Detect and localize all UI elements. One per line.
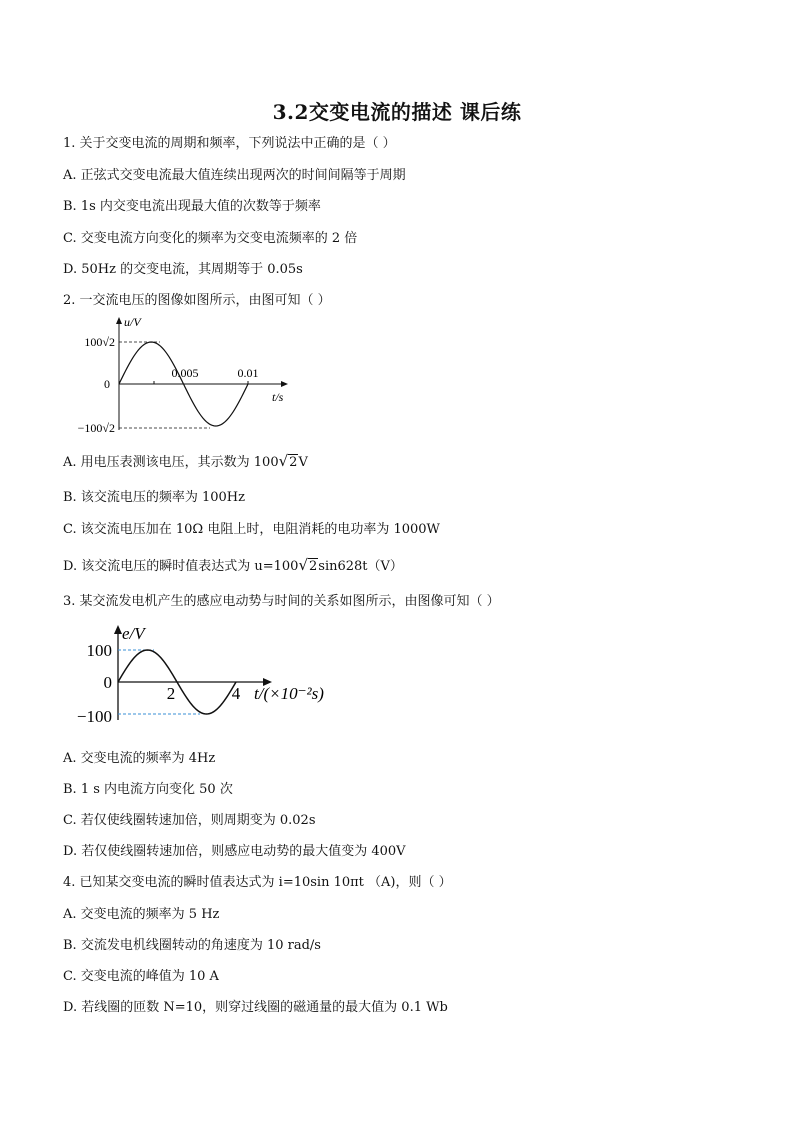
q2-option-d-expr: sin628t（V） <box>318 559 403 574</box>
q2-x-tick-2: 0.01 <box>237 366 259 380</box>
page-title: 3.2交变电流的描述 课后练 <box>272 100 522 124</box>
q2-y-max-label: 100√2 <box>84 335 115 349</box>
q2-x-tick-1: 0.005 <box>171 366 199 380</box>
q3-option-c: C. 若仅使线圈转速加倍，则周期变为 0.02s <box>63 813 316 828</box>
q3-x-axis-label: t/(×10⁻²s) <box>254 684 324 703</box>
q3-y-max-label: 100 <box>86 641 112 660</box>
q2-option-b: B. 该交流电压的频率为 100Hz <box>63 490 245 505</box>
q3-option-a: A. 交变电流的频率为 4Hz <box>63 751 216 766</box>
sqrt-symbol: √2 <box>298 556 318 574</box>
q3-y-axis-label: e/V <box>122 624 145 643</box>
q2-y-axis-label: u/V <box>124 315 141 329</box>
sqrt-symbol: √2 <box>278 452 298 470</box>
q2-option-d <box>63 557 403 575</box>
q3-emf-graph <box>70 620 340 732</box>
q4-option-c: C. 交变电流的峰值为 10 A <box>63 969 219 984</box>
q4-option-d: D. 若线圈的匝数 N=10，则穿过线圈的磁通量的最大值为 0.1 Wb <box>63 1000 448 1015</box>
q3-x-tick-1: 2 <box>166 684 176 703</box>
q2-option-a-text: A. 用电压表测该电压，其示数为 100 <box>63 455 279 470</box>
q2-option-c: C. 该交流电压加在 10Ω 电阻上时，电阻消耗的电功率为 1000W <box>63 522 440 537</box>
q3-option-d: D. 若仅使线圈转速加倍，则感应电动势的最大值变为 400V <box>63 844 406 859</box>
sqrt-argument: 2 <box>289 455 298 470</box>
q3-stem: 3. 某交流发电机产生的感应电动势与时间的关系如图所示，由图像可知（ ） <box>63 594 500 609</box>
q2-option-a-unit: V <box>298 455 308 470</box>
q1-option-a: A. 正弦式交变电流最大值连续出现两次的时间间隔等于周期 <box>63 168 406 183</box>
q4-option-a: A. 交变电流的频率为 5 Hz <box>63 907 220 922</box>
q2-x-axis-label: t/s <box>272 390 284 404</box>
q4-option-b: B. 交流发电机线圈转动的角速度为 10 rad/s <box>63 938 321 953</box>
q1-option-c: C. 交变电流方向变化的频率为交变电流频率的 2 倍 <box>63 231 358 246</box>
q2-option-a <box>63 453 308 471</box>
q2-voltage-graph <box>62 314 302 440</box>
q1-option-d: D. 50Hz 的交变电流，其周期等于 0.05s <box>63 262 303 277</box>
q2-y-min-label: −100√2 <box>77 421 115 435</box>
q3-origin-label: 0 <box>103 673 112 692</box>
q3-x-tick-2: 4 <box>231 684 241 703</box>
q3-y-min-label: −100 <box>76 707 112 726</box>
q3-option-b: B. 1 s 内电流方向变化 50 次 <box>63 782 233 797</box>
sqrt-argument: 2 <box>309 559 318 574</box>
q2-stem: 2. 一交流电压的图像如图所示，由图可知（ ） <box>63 293 331 308</box>
q1-stem: 1. 关于交变电流的周期和频率，下列说法中正确的是（ ） <box>63 136 396 151</box>
q2-option-d-text: D. 该交流电压的瞬时值表达式为 u=100 <box>63 559 299 574</box>
q2-origin-label: 0 <box>104 377 110 391</box>
q4-stem: 4. 已知某交变电流的瞬时值表达式为 i=10sin 10πt （A)，则（ ） <box>63 875 452 890</box>
q1-option-b: B. 1s 内交变电流出现最大值的次数等于频率 <box>63 199 321 214</box>
